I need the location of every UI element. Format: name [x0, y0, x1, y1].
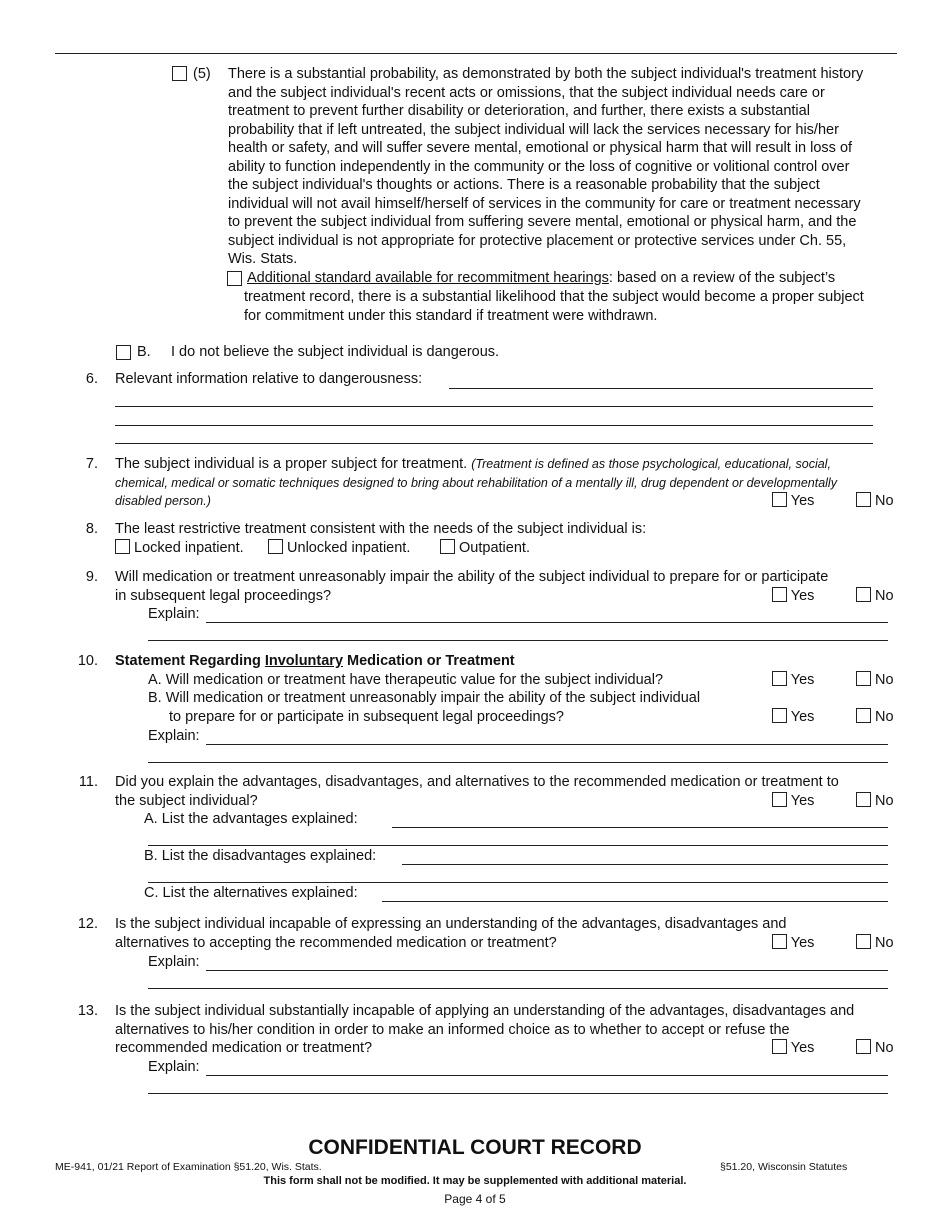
q10-a-text: A. Will medication or treatment have therapeutic value for the subject individual? — [148, 672, 664, 688]
q10b-no-checkbox[interactable] — [856, 708, 871, 723]
top-rule — [55, 53, 897, 54]
q11-c-label: C. List the alternatives explained: — [144, 885, 358, 901]
q10-number: 10. — [77, 653, 98, 669]
q7-number: 7. — [85, 456, 98, 472]
q11-b-label: B. List the disadvantages explained: — [144, 848, 377, 864]
q10-b-text: B. Will medication or treatment unreasonably impair the ability of the subject individual — [148, 690, 701, 706]
q12-no-checkbox[interactable] — [856, 934, 871, 949]
q6-answer-line[interactable] — [115, 425, 873, 426]
q11-no-checkbox[interactable] — [856, 792, 871, 807]
q12-explain-line[interactable] — [206, 970, 888, 971]
q11-advantages-line[interactable] — [148, 845, 888, 846]
q9-text: Will medication or treatment unreasonably impair the ability of the subject individual to prepare for or participate — [115, 569, 829, 585]
q12-yes-checkbox[interactable] — [772, 934, 787, 949]
additional-standard-line: treatment record, there is a substantial likelihood that the subject would become a proper subject — [244, 289, 864, 305]
q13-no-option[interactable]: No — [856, 1039, 894, 1057]
q7-definition: disabled person.) — [115, 494, 211, 508]
q11-disadvantages-line[interactable] — [148, 882, 888, 883]
q13-explain-label: Explain: — [148, 1059, 200, 1075]
q9-yes-checkbox[interactable] — [772, 587, 787, 602]
locked-inpatient-checkbox[interactable] — [115, 539, 130, 554]
item5-checkbox[interactable] — [172, 66, 187, 81]
additional-standard-heading: Additional standard available for recommitment hearings — [247, 270, 609, 286]
q8-option-locked[interactable]: Locked inpatient. — [115, 539, 244, 558]
q8-text: The least restrictive treatment consistent with the needs of the subject individual is: — [115, 521, 647, 537]
item5-label: (5) — [193, 66, 211, 82]
q11-number: 11. — [78, 774, 98, 790]
q10b-no-option[interactable]: No — [856, 708, 894, 726]
q7-definition: chemical, medical or somatic techniques designed to bring about rehabilitation of a mentally ill, drug dependent or developmentally — [115, 476, 837, 490]
q13-number: 13. — [77, 1003, 98, 1019]
q13-no-checkbox[interactable] — [856, 1039, 871, 1054]
q6-text: Relevant information relative to dangerousness: — [115, 371, 423, 387]
q9-explain-label: Explain: — [148, 606, 200, 622]
q9-explain-line[interactable] — [148, 640, 888, 641]
q10a-yes-option[interactable]: Yes — [772, 671, 814, 689]
q8-number: 8. — [85, 521, 98, 537]
q11-disadvantages-line[interactable] — [402, 864, 888, 865]
outpatient-checkbox[interactable] — [440, 539, 455, 554]
q9-no-checkbox[interactable] — [856, 587, 871, 602]
q10-explain-label: Explain: — [148, 728, 200, 744]
q7-question: The subject individual is a proper subject for treatment. (Treatment is defined as those psychological, educational, social, — [115, 456, 831, 472]
q11-text: Did you explain the advantages, disadvantages, and alternatives to the recommended medication or treatment to — [115, 774, 839, 790]
q10a-no-checkbox[interactable] — [856, 671, 871, 686]
q6-answer-line[interactable] — [115, 406, 873, 407]
q13-text: alternatives to his/her condition in order to make an informed choice as to whether to accept or refuse the — [115, 1022, 790, 1038]
q7-yes-option[interactable]: Yes — [772, 492, 814, 510]
q11-a-label: A. List the advantages explained: — [144, 811, 358, 827]
item-b-text: I do not believe the subject individual is dangerous. — [171, 344, 500, 360]
q10b-yes-option[interactable]: Yes — [772, 708, 814, 726]
q7-no-option[interactable]: No — [856, 492, 894, 510]
q6-number: 6. — [85, 371, 98, 387]
confidential-title: CONFIDENTIAL COURT RECORD — [308, 1136, 642, 1159]
q9-number: 9. — [85, 569, 98, 585]
unlocked-inpatient-checkbox[interactable] — [268, 539, 283, 554]
q10b-yes-checkbox[interactable] — [772, 708, 787, 723]
q6-answer-line[interactable] — [115, 443, 873, 444]
q6-answer-line[interactable] — [449, 388, 873, 389]
q13-yes-checkbox[interactable] — [772, 1039, 787, 1054]
q13-text: recommended medication or treatment? — [115, 1040, 373, 1056]
q11-alternatives-line[interactable] — [382, 901, 888, 902]
q10-b-text: to prepare for or participate in subsequent legal proceedings? — [169, 709, 564, 725]
additional-standard-line: for commitment under this standard if treatment were withdrawn. — [244, 307, 658, 324]
q10-explain-line[interactable] — [206, 744, 888, 745]
statute-reference: §51.20, Wisconsin Statutes — [720, 1161, 848, 1173]
q11-yes-checkbox[interactable] — [772, 792, 787, 807]
q12-no-option[interactable]: No — [856, 934, 894, 952]
q11-text: the subject individual? — [115, 793, 258, 809]
q9-no-option[interactable]: No — [856, 587, 894, 605]
q13-explain-line[interactable] — [148, 1093, 888, 1094]
q12-explain-line[interactable] — [148, 988, 888, 989]
item-b-label: B. — [137, 344, 151, 360]
q12-text: alternatives to accepting the recommended medication or treatment? — [115, 935, 557, 951]
q13-explain-line[interactable] — [206, 1075, 888, 1076]
q11-yes-option[interactable]: Yes — [772, 792, 814, 810]
page-number: Page 4 of 5 — [444, 1192, 506, 1206]
q8-option-unlocked[interactable]: Unlocked inpatient. — [268, 539, 410, 558]
q7-no-checkbox[interactable] — [856, 492, 871, 507]
q9-yes-option[interactable]: Yes — [772, 587, 814, 605]
q12-yes-option[interactable]: Yes — [772, 934, 814, 952]
q13-yes-option[interactable]: Yes — [772, 1039, 814, 1057]
q10a-yes-checkbox[interactable] — [772, 671, 787, 686]
q12-explain-label: Explain: — [148, 954, 200, 970]
q7-yes-checkbox[interactable] — [772, 492, 787, 507]
q10-title: Statement Regarding Involuntary Medication or Treatment — [115, 653, 515, 669]
additional-standard-text: Additional standard available for recommitment hearings: based on a review of the subject’s — [247, 270, 836, 286]
q11-no-option[interactable]: No — [856, 792, 894, 810]
q11-advantages-line[interactable] — [392, 827, 888, 828]
q12-number: 12. — [77, 916, 98, 932]
q9-explain-line[interactable] — [206, 622, 888, 623]
q10-explain-line[interactable] — [148, 762, 888, 763]
q10a-no-option[interactable]: No — [856, 671, 894, 689]
form-notice: This form shall not be modified. It may be supplemented with additional material. — [263, 1175, 687, 1187]
not-dangerous-checkbox[interactable] — [116, 345, 131, 360]
additional-standard-checkbox[interactable] — [227, 271, 242, 286]
q9-text: in subsequent legal proceedings? — [115, 588, 332, 604]
q8-option-outpatient[interactable]: Outpatient. — [440, 539, 530, 558]
q12-text: Is the subject individual incapable of expressing an understanding of the advantages, disadvantages and — [115, 916, 787, 932]
q13-text: Is the subject individual substantially incapable of applying an understanding of the advantages, disadvantages and — [115, 1003, 855, 1019]
form-id: ME-941, 01/21 Report of Examination §51.20, Wis. Stats. — [55, 1161, 322, 1173]
